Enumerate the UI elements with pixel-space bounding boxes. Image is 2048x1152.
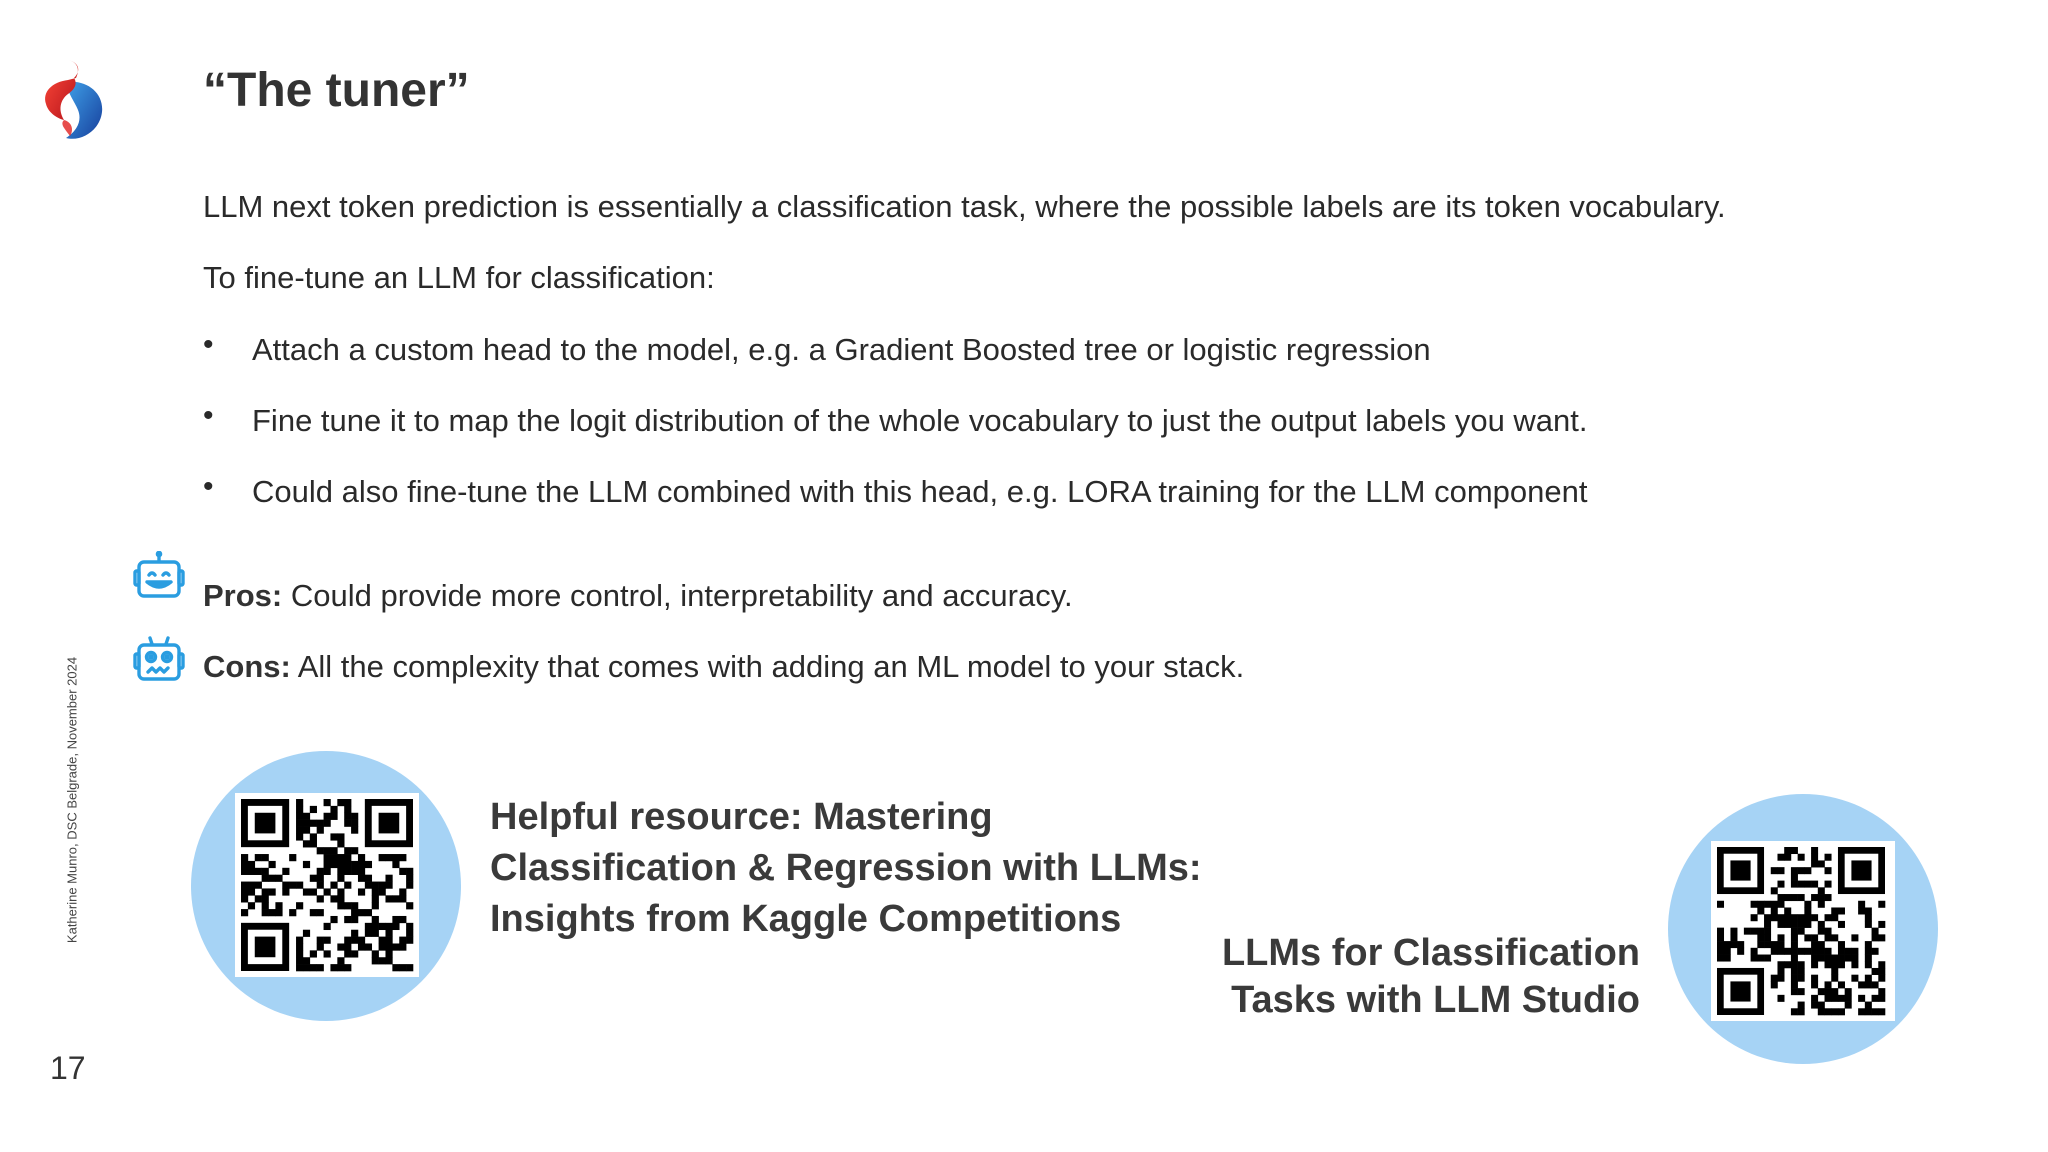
bullet-text: Fine tune it to map the logit distribution of the whole vocabulary to just the output labels you want.: [252, 403, 1588, 438]
cons-label: Cons:: [203, 649, 291, 684]
page-number: 17: [50, 1050, 86, 1086]
company-logo: [38, 58, 106, 142]
happy-robot-icon: [133, 551, 185, 603]
lead-paragraph: To fine-tune an LLM for classification:: [203, 260, 715, 295]
bullet-dot: •: [203, 328, 214, 361]
bullet-text: Attach a custom head to the model, e.g. a Gradient Boosted tree or logistic regression: [252, 332, 1431, 367]
intro-paragraph: LLM next token prediction is essentially a classification task, where the possible labels are its token vocabulary.: [203, 189, 1726, 224]
resource-right-line: LLMs for Classification: [1221, 932, 1640, 974]
bullet-dot: •: [203, 470, 214, 503]
cons-text: All the complexity that comes with adding an ML model to your stack.: [290, 649, 1245, 684]
qr-code-icon: [1711, 841, 1895, 1021]
bullet-text: Could also fine-tune the LLM combined with this head, e.g. LORA training for the LLM component: [252, 474, 1588, 509]
resource-qr-badge-right[interactable]: [1668, 794, 1938, 1064]
author-credit: Katherine Munro, DSC Belgrade, November 2024: [64, 656, 80, 944]
resource-left-line: Insights from Kaggle Competitions: [490, 898, 1122, 940]
pros-statement: [203, 577, 1073, 614]
qr-code-icon: [235, 793, 419, 977]
resource-left-line: Classification & Regression with LLMs:: [490, 847, 1202, 889]
sad-robot-icon: [133, 634, 185, 686]
bullet-dot: •: [203, 399, 214, 432]
pros-text: Could provide more control, interpretability and accuracy.: [282, 578, 1073, 613]
resource-right-caption: [1222, 930, 1640, 1024]
resource-right-line: Tasks with LLM Studio: [1231, 979, 1640, 1021]
resource-qr-badge-left[interactable]: [191, 751, 461, 1021]
qr-code-left[interactable]: [235, 793, 419, 977]
resource-left-caption: [490, 792, 1202, 945]
cons-statement: [203, 648, 1244, 685]
resource-left-line: Helpful resource: Mastering: [490, 796, 993, 838]
slide-title: “The tuner”: [203, 64, 470, 117]
pros-label: Pros:: [203, 578, 283, 613]
qr-code-right[interactable]: [1711, 841, 1895, 1021]
